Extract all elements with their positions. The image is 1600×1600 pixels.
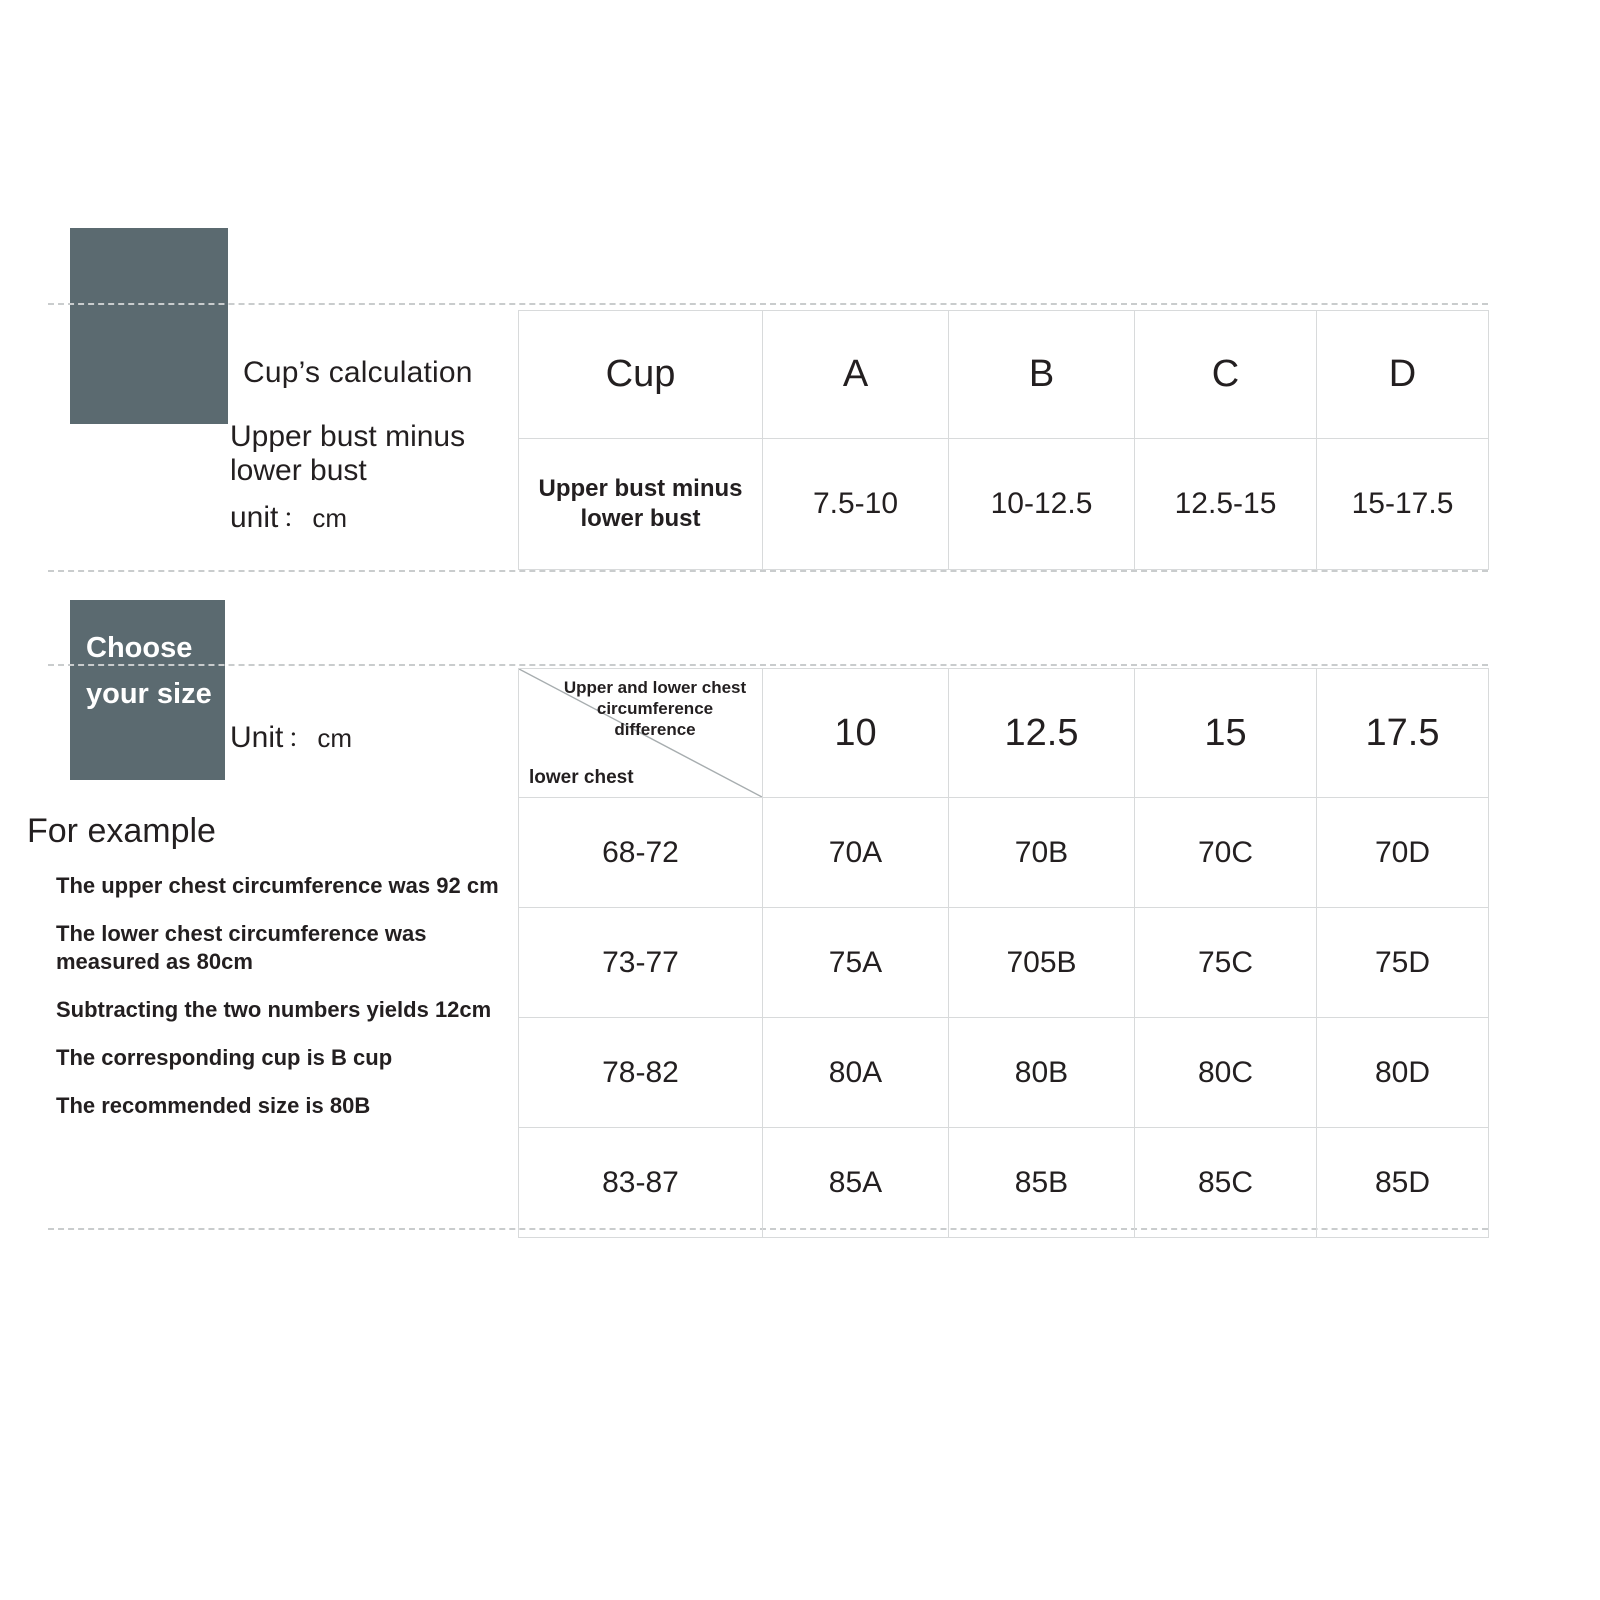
lower-chest-range: 68-72 <box>519 798 763 908</box>
cups-calculation-label: Cup’s calculation <box>243 356 473 389</box>
size-cell: 70B <box>949 798 1135 908</box>
section2-divider-top <box>48 664 1488 666</box>
size-cell: 85B <box>949 1128 1135 1238</box>
table-row <box>519 908 1489 1018</box>
size-cell: 75A <box>763 908 949 1018</box>
section1-accent-swatch <box>70 228 228 424</box>
section1-unit-value: cm <box>312 503 348 533</box>
for-example-heading: For example <box>27 812 216 850</box>
lower-chest-range: 83-87 <box>519 1128 763 1238</box>
size-cell: 85C <box>1135 1128 1317 1238</box>
upper-bust-minus-lower-bust-label: Upper bust minus lower bust <box>230 420 466 487</box>
size-cell: 70A <box>763 798 949 908</box>
range-cup-b: 10-12.5 <box>949 439 1135 570</box>
difference-header-12-5: 12.5 <box>949 669 1135 798</box>
table-row <box>519 669 1489 798</box>
section1-divider-top <box>48 303 1488 305</box>
size-cell: 70D <box>1317 798 1489 908</box>
table-row <box>519 1128 1489 1238</box>
list-item: Subtracting the two numbers yields 12cm <box>56 997 492 1022</box>
size-cell: 85D <box>1317 1128 1489 1238</box>
range-cup-c: 12.5-15 <box>1135 439 1317 570</box>
example-list <box>56 872 506 1140</box>
table-row <box>519 1018 1489 1128</box>
section2-unit-value: cm <box>317 723 353 753</box>
size-cell: 75C <box>1135 908 1317 1018</box>
list-item: The lower chest circumference was measured as 80cm <box>56 921 427 974</box>
table-row <box>519 798 1489 908</box>
section2-unit-colon: ： <box>287 723 314 753</box>
size-cell: 70C <box>1135 798 1317 908</box>
cup-header-cell: Cup <box>519 311 763 439</box>
range-cup-a: 7.5-10 <box>763 439 949 570</box>
range-cup-d: 15-17.5 <box>1317 439 1489 570</box>
diagonal-upper-label: Upper and lower chest circumference difference <box>563 678 747 739</box>
choose-your-size-label: Choose your size <box>86 632 212 710</box>
lower-chest-range: 73-77 <box>519 908 763 1018</box>
size-chart-table <box>518 668 1489 1238</box>
difference-header-15: 15 <box>1135 669 1317 798</box>
size-cell: 85A <box>763 1128 949 1238</box>
cup-letter-a: A <box>763 311 949 439</box>
list-item: The upper chest circumference was 92 cm <box>56 873 499 898</box>
table-row <box>519 439 1489 570</box>
size-cell: 80B <box>949 1018 1135 1128</box>
cup-letter-c: C <box>1135 311 1317 439</box>
difference-header-10: 10 <box>763 669 949 798</box>
size-cell: 705B <box>949 908 1135 1018</box>
diagonal-lower-label: lower chest <box>529 767 634 788</box>
section1-divider-bottom <box>48 570 1488 572</box>
section1-unit-word: unit <box>230 501 279 534</box>
table-row <box>519 311 1489 439</box>
lower-chest-range: 78-82 <box>519 1018 763 1128</box>
cup-letter-b: B <box>949 311 1135 439</box>
size-cell: 80A <box>763 1018 949 1128</box>
section2-unit-word: Unit <box>230 721 284 754</box>
section1-unit-label <box>230 498 347 535</box>
section2-unit-label <box>230 718 352 755</box>
diagonal-header-cell <box>519 669 763 798</box>
difference-header-17-5: 17.5 <box>1317 669 1489 798</box>
list-item: The recommended size is 80B <box>56 1093 371 1118</box>
list-item: The corresponding cup is B cup <box>56 1045 393 1070</box>
size-cell: 80C <box>1135 1018 1317 1128</box>
section1-unit-colon: ： <box>282 503 309 533</box>
size-cell: 75D <box>1317 908 1489 1018</box>
cup-letter-d: D <box>1317 311 1489 439</box>
size-cell: 80D <box>1317 1018 1489 1128</box>
cup-calculation-table <box>518 310 1489 570</box>
row-label-upper-minus-lower: Upper bust minus lower bust <box>519 439 763 570</box>
